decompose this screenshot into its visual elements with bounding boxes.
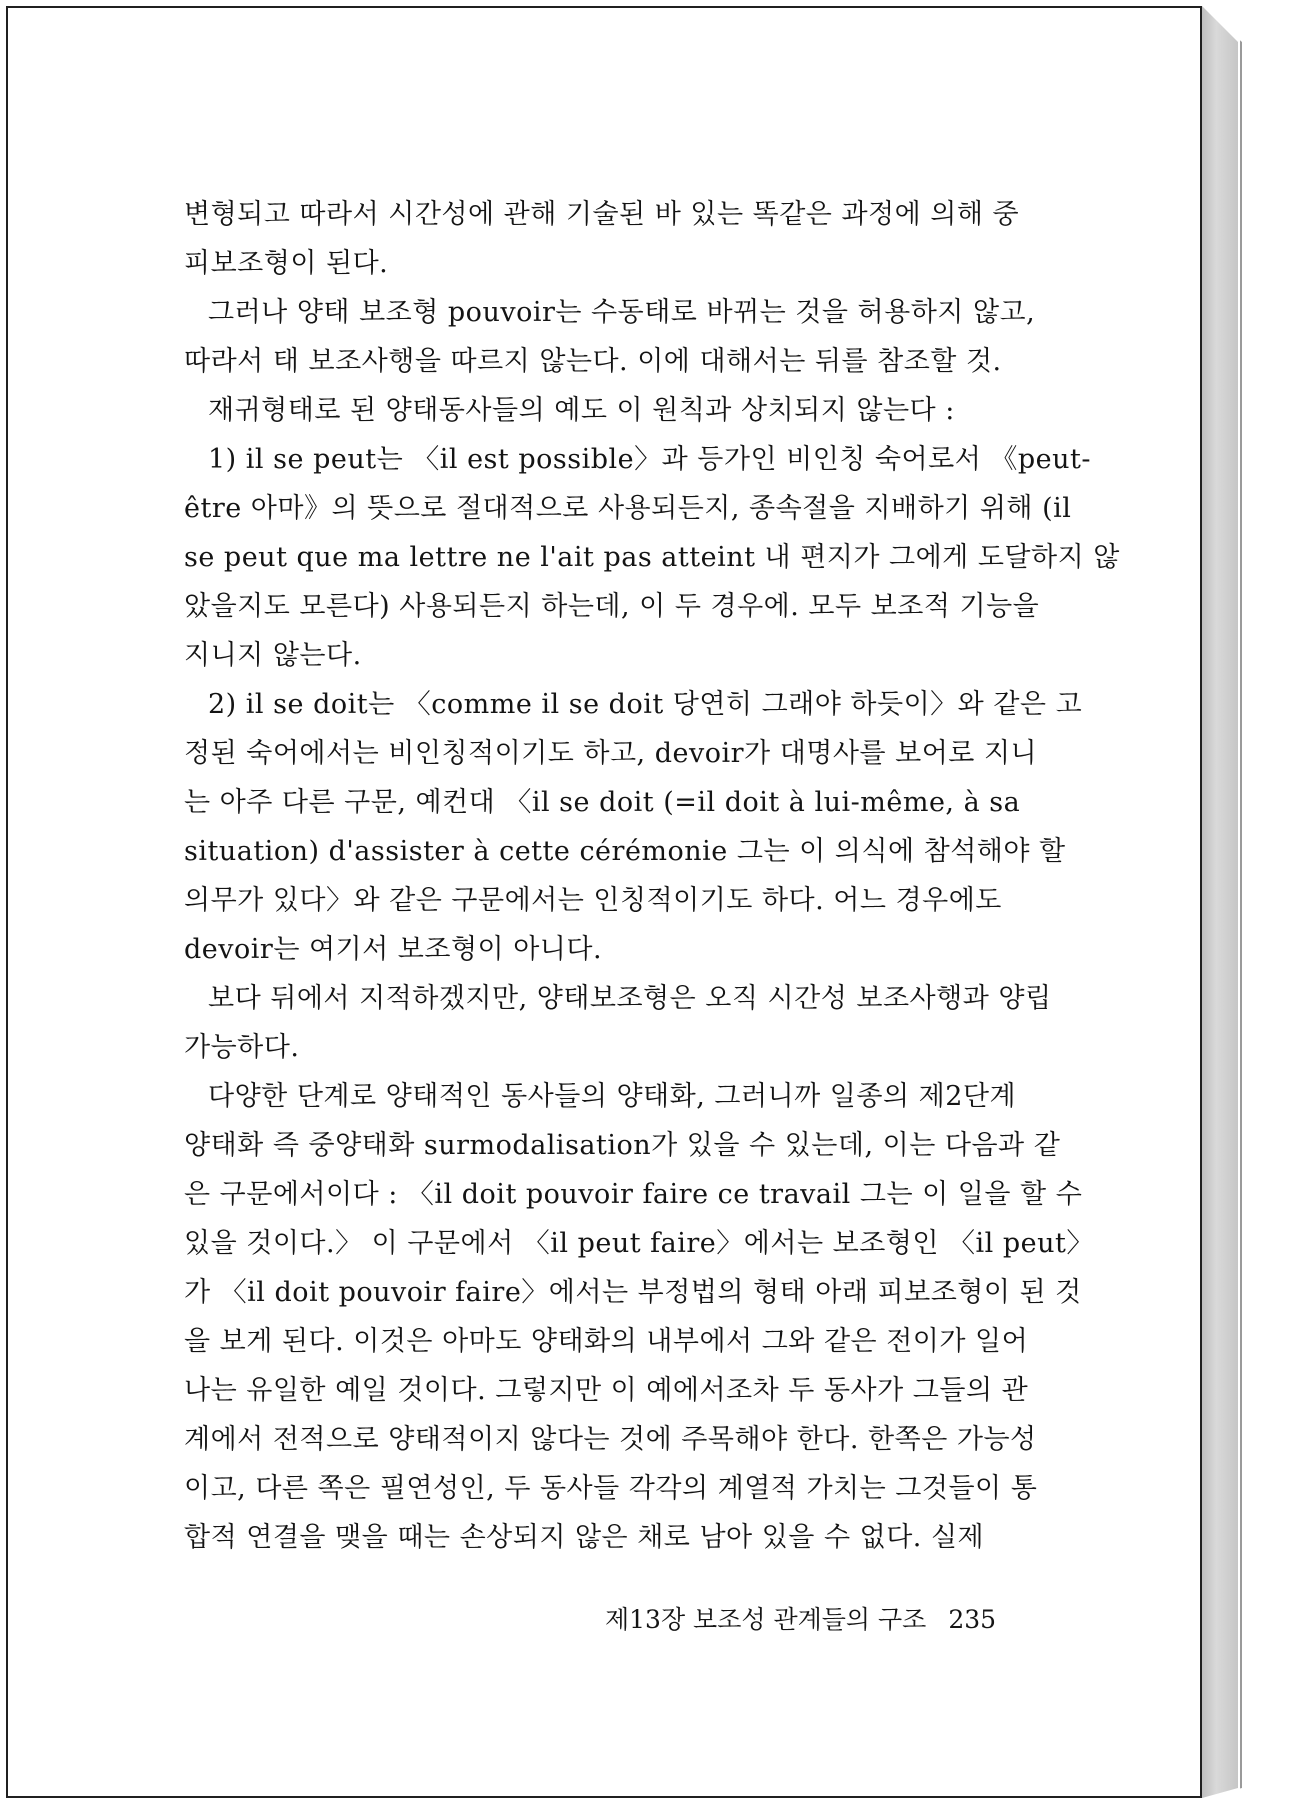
- text-line: 는 아주 다른 구문, 예컨대 〈il se doit (=il doit à lui-même, à sa: [184, 787, 1021, 818]
- text-line: devoir는 여기서 보조형이 아니다.: [184, 934, 603, 965]
- text-line: se peut que ma lettre ne l'ait pas atteint 내 편지가 그에게 도달하지 않: [184, 542, 1120, 573]
- text-line: 보다 뒤에서 지적하겠지만, 양태보조형은 오직 시간성 보조사행과 양립: [208, 983, 1052, 1014]
- book-spine: [1202, 6, 1238, 1798]
- text-line: 정된 숙어에서는 비인칭적이기도 하고, devoir가 대명사를 보어로 지니: [184, 738, 1038, 769]
- text-line: 합적 연결을 맺을 때는 손상되지 않은 채로 남아 있을 수 없다. 실제: [184, 1522, 985, 1553]
- running-footer: [605, 1600, 996, 1636]
- text-line: 양태화 즉 중양태화 surmodalisation가 있을 수 있는데, 이는 다음과 같: [184, 1130, 1061, 1161]
- text-line: situation) d'assister à cette cérémonie 그는 이 의식에 참석해야 할: [184, 836, 1066, 867]
- text-line: 다양한 단계로 양태적인 동사들의 양태화, 그러니까 일종의 제2단계: [208, 1081, 1017, 1112]
- text-line: 의무가 있다〉와 같은 구문에서는 인칭적이기도 하다. 어느 경우에도: [184, 885, 1002, 916]
- text-line: 가 〈il doit pouvoir faire〉에서는 부정법의 형태 아래 피보조형이 된 것: [184, 1277, 1082, 1308]
- body-text: [184, 190, 1120, 1562]
- text-line: 2) il se doit는 〈comme il se doit 당연히 그래야 하듯이〉와 같은 고: [208, 689, 1083, 720]
- text-line: 따라서 태 보조사행을 따르지 않는다. 이에 대해서는 뒤를 참조할 것.: [184, 346, 1002, 377]
- page-number: 235: [948, 1605, 997, 1634]
- text-line: 지니지 않는다.: [184, 640, 362, 671]
- text-line: 이고, 다른 쪽은 필연성인, 두 동사들 각각의 계열적 가치는 그것들이 통: [184, 1473, 1038, 1504]
- text-line: 나는 유일한 예일 것이다. 그렇지만 이 예에서조차 두 동사가 그들의 관: [184, 1375, 1029, 1406]
- text-line: 있을 것이다.〉 이 구문에서 〈il peut faire〉에서는 보조형인 〈il peut〉: [184, 1228, 1094, 1259]
- text-line: 변형되고 따라서 시간성에 관해 기술된 바 있는 똑같은 과정에 의해 중: [184, 199, 1020, 230]
- text-line: être 아마》의 뜻으로 절대적으로 사용되든지, 종속절을 지배하기 위해 (il: [184, 493, 1072, 524]
- text-line: 은 구문에서이다 : 〈il doit pouvoir faire ce travail 그는 이 일을 할 수: [184, 1179, 1083, 1210]
- chapter-title: 제13장 보조성 관계들의 구조: [605, 1605, 927, 1634]
- text-line: 가능하다.: [184, 1032, 300, 1063]
- text-line: 그러나 양태 보조형 pouvoir는 수동태로 바뀌는 것을 허용하지 않고,: [208, 297, 1036, 328]
- text-line: 피보조형이 된다.: [184, 248, 389, 279]
- text-line: 았을지도 모른다) 사용되든지 하는데, 이 두 경우에. 모두 보조적 기능을: [184, 591, 1040, 622]
- text-line: 1) il se peut는 〈il est possible〉과 등가인 비인칭 숙어로서 《peut-: [208, 444, 1091, 475]
- text-line: 을 보게 된다. 이것은 아마도 양태화의 내부에서 그와 같은 전이가 일어: [184, 1326, 1029, 1357]
- text-line: 계에서 전적으로 양태적이지 않다는 것에 주목해야 한다. 한쪽은 가능성: [184, 1424, 1037, 1455]
- text-line: 재귀형태로 된 양태동사들의 예도 이 원칙과 상치되지 않는다 :: [208, 395, 955, 426]
